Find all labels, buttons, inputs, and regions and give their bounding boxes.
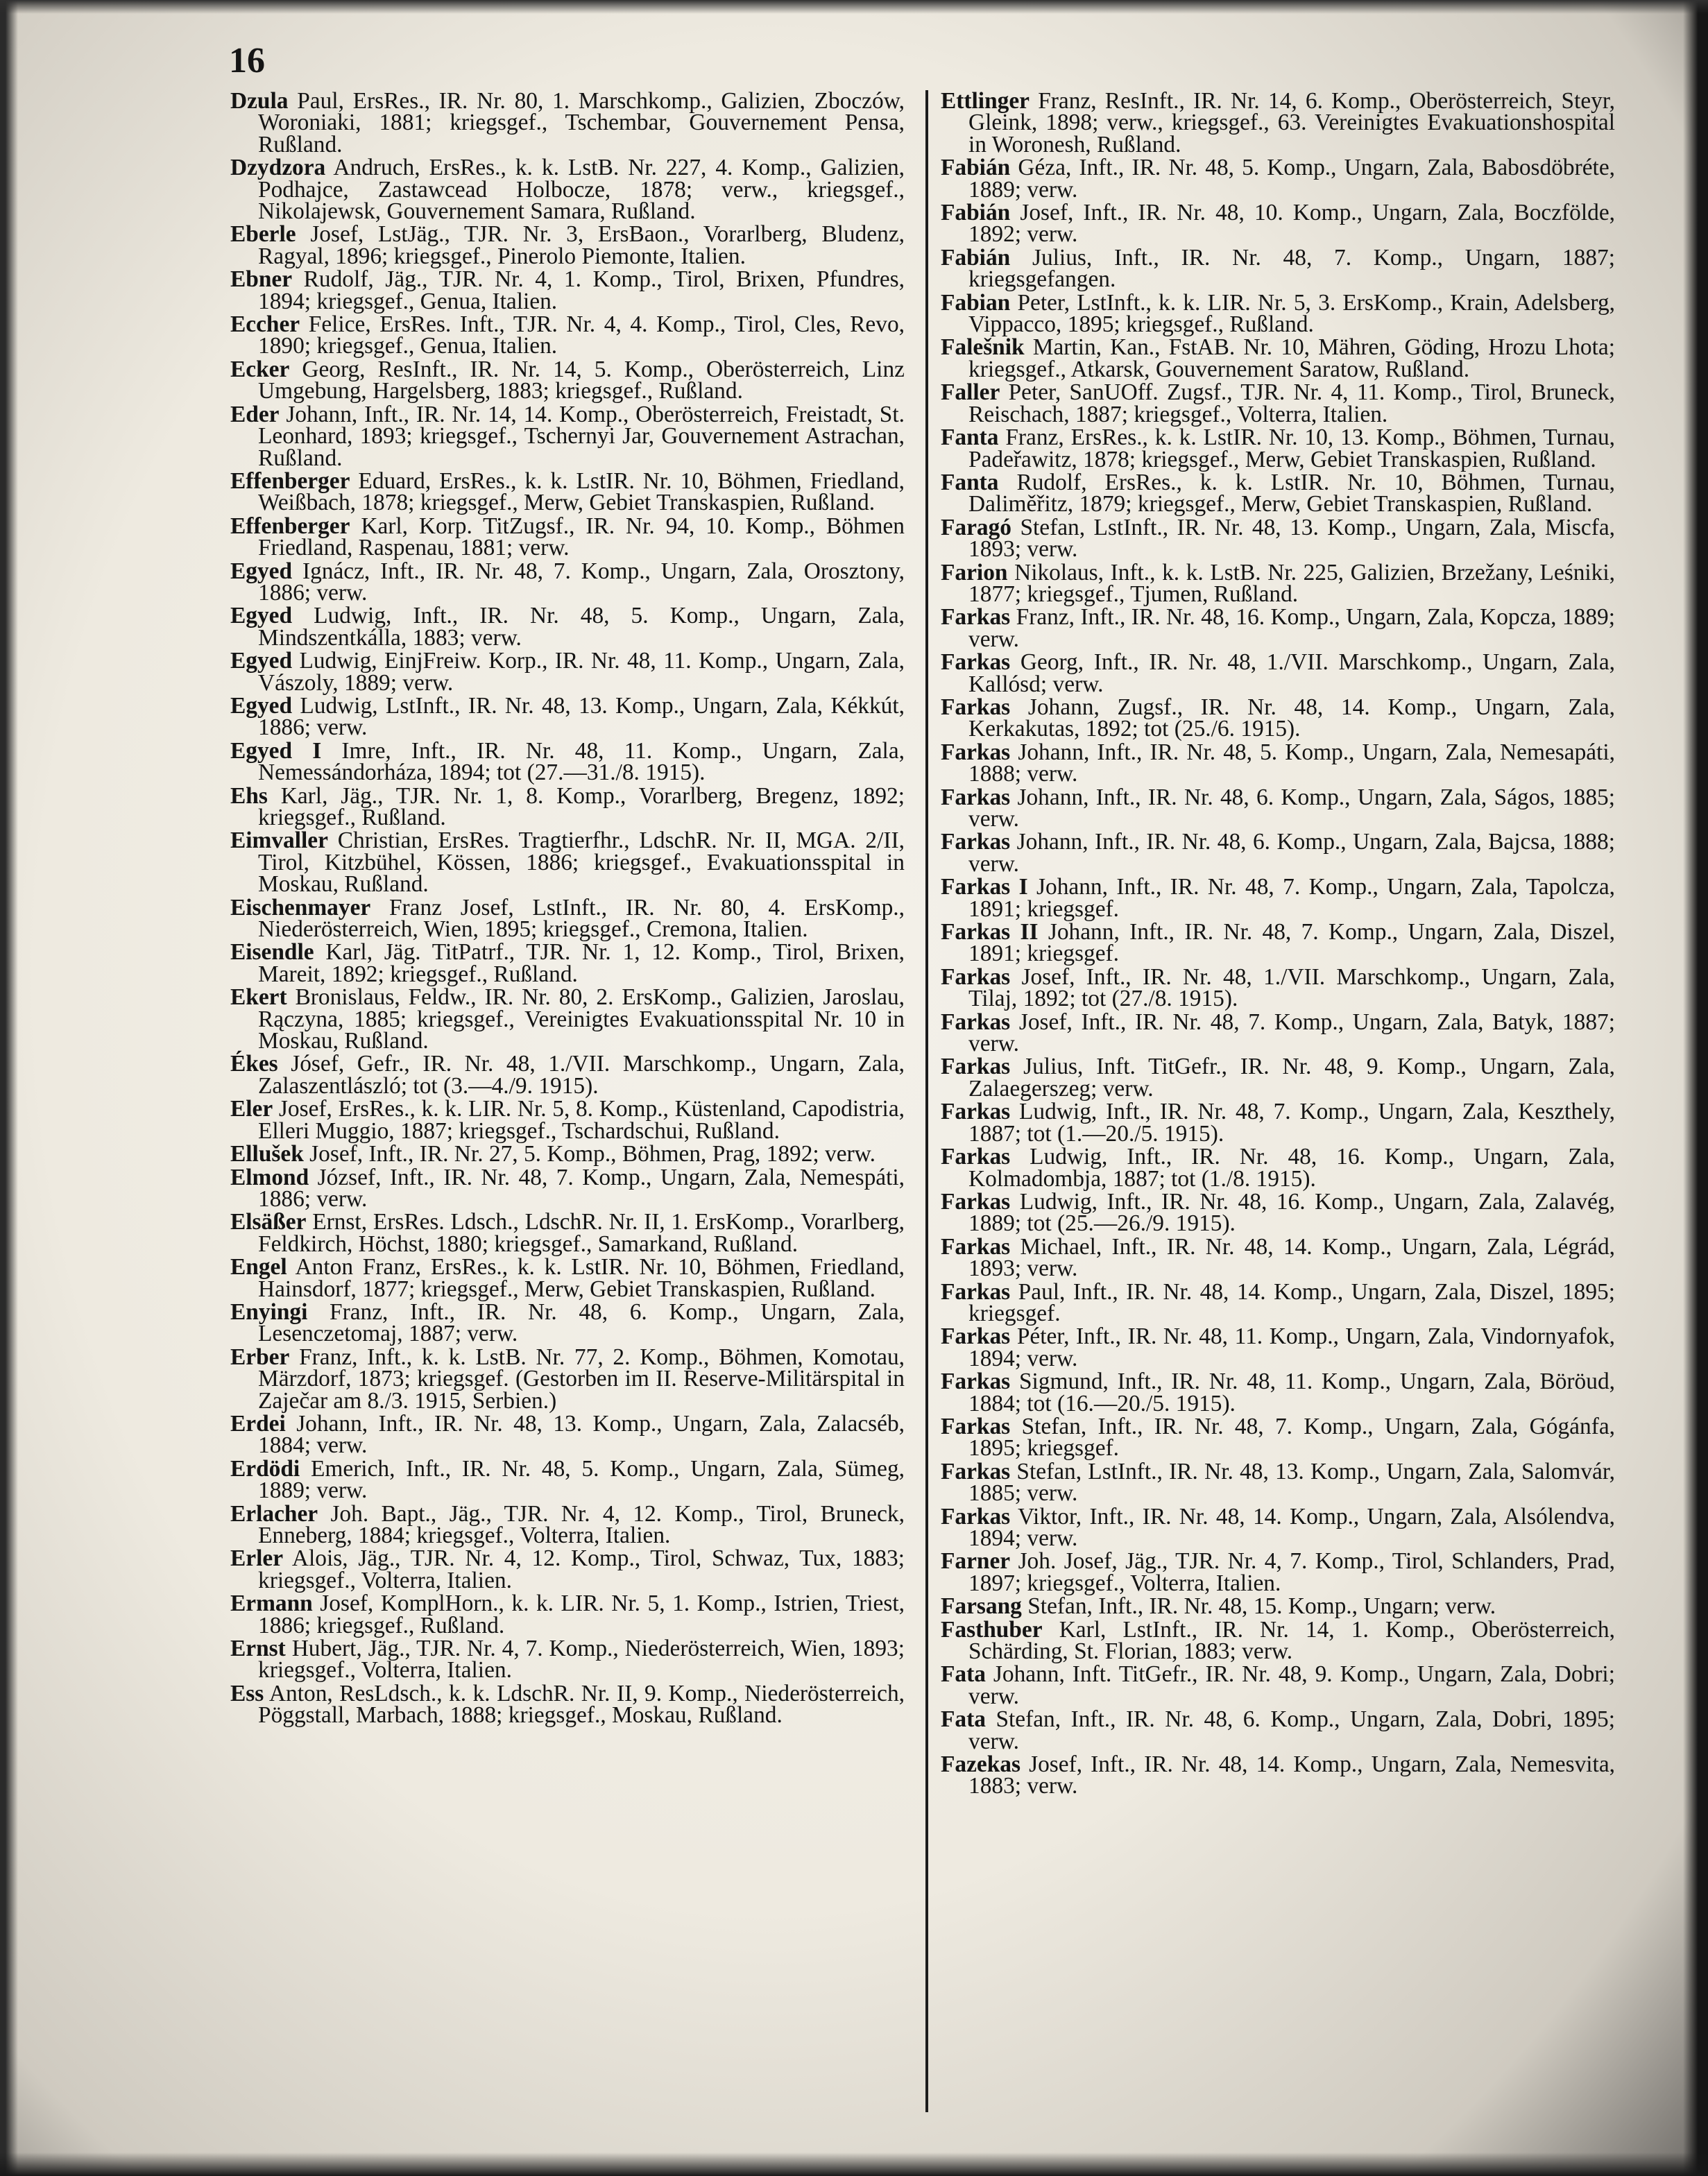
entry-surname: Farkas	[941, 739, 1011, 765]
list-entry	[230, 90, 905, 155]
entry-surname: Fasthuber	[941, 1616, 1043, 1643]
entry-details: Ludwig, Inft., IR. Nr. 48, 5. Komp., Ungarn, Zala, Mindszentkálla, 1883; verw.	[258, 603, 905, 651]
entry-details: Josef, KomplHorn., k. k. LIR. Nr. 5, 1. Komp., Istrien, Triest, 1886; kriegsgef., Rußland.	[258, 1591, 905, 1638]
entry-surname: Erler	[230, 1545, 284, 1572]
entry-details: Karl, LstInft., IR. Nr. 14, 1. Komp., Oberösterreich, Schärding, St. Florian, 1883; verw.	[968, 1616, 1615, 1665]
entry-details: Paul, Inft., IR. Nr. 48, 14. Komp., Ungarn, Zala, Diszel, 1895; kriegsgef.	[968, 1278, 1615, 1326]
entry-details: Johann, Inft. TitGefr., IR. Nr. 48, 9. Komp., Ungarn, Zala, Dobri; verw.	[968, 1661, 1615, 1709]
entry-surname: Ecker	[230, 356, 290, 382]
scan-edge-left	[0, 0, 18, 2176]
entry-details: Paul, ErsRes., IR. Nr. 80, 1. Marschkomp., Galizien, Zboczów, Woroniaki, 1881; kriegsgef., Tschembar, Gouvernement Pensa, Rußland.	[258, 88, 905, 157]
entry-surname: Farkas	[941, 604, 1011, 631]
entry-surname: Farkas	[941, 1099, 1011, 1125]
entry-surname: Ellušek	[230, 1141, 304, 1167]
list-entry	[941, 1146, 1615, 1190]
entry-surname: Fabián	[941, 155, 1011, 181]
list-entry	[941, 784, 1615, 832]
list-entry	[941, 876, 1615, 920]
entry-surname: Erdei	[230, 1410, 286, 1437]
entry-details: Josef, Inft., IR. Nr. 48, 7. Komp., Ungarn, Zala, Batyk, 1887; verw.	[968, 1009, 1615, 1057]
list-entry	[941, 469, 1615, 517]
entry-surname: Eler	[230, 1096, 273, 1122]
entry-surname: Farkas	[941, 1009, 1011, 1035]
entry-details: Nikolaus, Inft., k. k. LstB. Nr. 225, Galizien, Brzežany, Leśniki, 1877; kriegsgef., Tjumen, Rußland.	[968, 559, 1615, 607]
list-entry	[230, 356, 905, 404]
list-entry	[230, 470, 905, 514]
list-entry	[230, 782, 905, 830]
list-entry	[230, 986, 905, 1052]
list-entry	[941, 1371, 1615, 1414]
list-entry	[230, 941, 905, 985]
entry-surname: Fabián	[941, 244, 1011, 271]
list-entry	[941, 1708, 1615, 1752]
entry-surname: Egyed I	[230, 737, 322, 764]
entry-surname: Fata	[941, 1661, 986, 1688]
entry-surname: Fabián	[941, 200, 1011, 226]
entry-details: Andruch, ErsRes., k. k. LstB. Nr. 227, 4. Komp., Galizien, Podhajce, Zastawcead Holbocze, 1878; verw., kriegsgef., Nikolajewsk, Gouvernement Samara, Rußland.	[258, 155, 905, 225]
list-entry	[230, 223, 905, 267]
left-column	[230, 90, 905, 1728]
entry-surname: Farkas	[941, 1369, 1011, 1395]
entry-details: Josef, Inft., IR. Nr. 27, 5. Komp., Böhmen, Prag, 1892; verw.	[309, 1141, 876, 1167]
list-entry	[941, 1550, 1615, 1594]
list-entry	[230, 155, 905, 225]
entry-details: Rudolf, Jäg., TJR. Nr. 4, 1. Komp., Tirol, Brixen, Pfundres, 1894; kriegsgef., Genua, Italien.	[258, 266, 905, 314]
column-divider	[925, 90, 928, 2112]
entry-details: Stefan, Inft., IR. Nr. 48, 7. Komp., Ungarn, Zala, Gógánfa, 1895; kriegsgef.	[968, 1413, 1615, 1462]
entry-surname: Farkas	[941, 1233, 1011, 1260]
entry-details: Karl, Korp. TitZugsf., IR. Nr. 94, 10. Komp., Böhmen Friedland, Raspenau, 1881; verw.	[258, 513, 905, 561]
list-entry	[230, 268, 905, 312]
entry-details: Ludwig, EinjFreiw. Korp., IR. Nr. 48, 11. Komp., Ungarn, Zala, Vászoly, 1889; verw.	[258, 648, 905, 696]
list-entry	[230, 311, 905, 359]
list-entry	[230, 1455, 905, 1504]
entry-details: Eduard, ErsRes., k. k. LstIR. Nr. 10, Böhmen, Friedland, Weißbach, 1878; kriegsgef., Merw, Gebiet Transkaspien, Rußland.	[258, 468, 905, 516]
entry-details: Stefan, LstInft., IR. Nr. 48, 13. Komp., Ungarn, Zala, Miscfa, 1893; verw.	[968, 514, 1615, 563]
list-entry	[230, 1636, 905, 1684]
list-entry	[230, 1164, 905, 1212]
entry-details: Ludwig, Inft., IR. Nr. 48, 16. Komp., Ungarn, Zala, Kolmadombja, 1887; tot (1./8. 1915).	[968, 1144, 1615, 1192]
list-entry	[230, 737, 905, 786]
entry-details: Ludwig, Inft., IR. Nr. 48, 16. Komp., Ungarn, Zala, Zalavég, 1889; tot (25.—26./9. 1915).	[968, 1188, 1615, 1237]
entry-details: Anton Franz, ErsRes., k. k. LstIR. Nr. 10, Böhmen, Friedland, Hainsdorf, 1877; kriegsgef., Merw, Gebiet Transkaspien, Rußland.	[258, 1254, 905, 1302]
scan-edge-top	[0, 0, 1708, 14]
entry-details: Franz, Inft., IR. Nr. 48, 6. Komp., Ungarn, Zala, Lesenczetomaj, 1887; verw.	[258, 1299, 905, 1347]
entry-details: Johann, Inft., IR. Nr. 48, 5. Komp., Ungarn, Zala, Nemesapáti, 1888; verw.	[968, 739, 1616, 787]
entry-details: Péter, Inft., IR. Nr. 48, 11. Komp., Ungarn, Zala, Vindornyafok, 1894; verw.	[968, 1323, 1615, 1371]
entry-surname: Eimvaller	[230, 828, 328, 854]
scan-edge-bottom	[0, 2152, 1708, 2176]
list-entry	[230, 1593, 905, 1636]
list-entry	[941, 1323, 1615, 1371]
entry-surname: Farner	[941, 1548, 1011, 1575]
list-entry	[230, 1346, 905, 1412]
entry-surname: Ermann	[230, 1591, 313, 1617]
entry-details: Karl, Jäg., TJR. Nr. 1, 8. Komp., Vorarlberg, Bregenz, 1892; kriegsgef., Rußland.	[258, 782, 905, 830]
list-entry	[230, 1211, 905, 1255]
list-entry	[941, 559, 1615, 607]
entry-surname: Eisendle	[230, 939, 314, 966]
entry-details: Anton, ResLdsch., k. k. LdschR. Nr. II, 9. Komp., Niederösterreich, Pöggstall, Marbach, 1888; kriegsgef., Moskau, Rußland.	[258, 1680, 905, 1729]
entry-details: Johann, Inft., IR. Nr. 48, 6. Komp., Ungarn, Zala, Bajcsa, 1888; verw.	[968, 829, 1615, 877]
entry-surname: Eischenmayer	[230, 894, 371, 920]
list-entry	[230, 605, 905, 649]
entry-surname: Farkas	[941, 1413, 1011, 1439]
entry-surname: Faller	[941, 379, 1000, 406]
entry-surname: Farkas	[941, 1278, 1011, 1305]
list-entry	[941, 90, 1615, 155]
entry-details: Sigmund, Inft., IR. Nr. 48, 11. Komp., Ungarn, Zala, Böröud, 1884; tot (16.—20./5. 1915).	[968, 1369, 1615, 1416]
entry-surname: Fanta	[941, 425, 999, 451]
entry-details: Georg, Inft., IR. Nr. 48, 1./VII. Marschkomp., Ungarn, Zala, Kallósd; verw.	[968, 649, 1615, 697]
entry-details: Christian, ErsRes. Tragtierfhr., LdschR. Nr. II, MGA. 2/II, Tirol, Kitzbühel, Kössen, 1886; kriegsgef., Evakuationsspital in Moskau, Rußland.	[258, 828, 905, 898]
entry-surname: Farkas II	[941, 919, 1039, 945]
list-entry	[230, 1545, 905, 1593]
list-entry	[941, 1413, 1615, 1462]
entry-surname: Eberle	[230, 221, 296, 248]
right-column	[941, 90, 1615, 1799]
list-entry	[941, 1458, 1615, 1507]
entry-surname: Ettlinger	[941, 88, 1030, 114]
entry-details: Viktor, Inft., IR. Nr. 48, 14. Komp., Ungarn, Zala, Alsólendva, 1894; verw.	[968, 1503, 1615, 1551]
list-entry	[230, 650, 905, 694]
list-entry	[230, 1301, 905, 1345]
entry-surname: Eccher	[230, 311, 300, 338]
list-entry	[230, 515, 905, 559]
list-entry	[941, 696, 1615, 740]
list-entry	[941, 427, 1615, 470]
entry-surname: Fanta	[941, 469, 999, 495]
list-entry	[941, 202, 1615, 246]
list-entry	[230, 560, 905, 604]
entry-details: Franz, ResInft., IR. Nr. 14, 6. Komp., Oberösterreich, Steyr, Gleink, 1898; verw., kriegsgef., 63. Vereinigtes Evakuationshospital in Woronesh, Rußland.	[968, 88, 1615, 157]
entry-details: Josef, LstJäg., TJR. Nr. 3, ErsBaon., Vorarlberg, Bludenz, Ragyal, 1896; kriegsgef., Pinerolo Piemonte, Italien.	[258, 221, 905, 269]
entry-details: Imre, Inft., IR. Nr. 48, 11. Komp., Ungarn, Zala, Nemessándorháza, 1894; tot (27.—31./8. 1915).	[258, 737, 905, 786]
entry-surname: Falešnik	[941, 334, 1025, 361]
entry-details: Alois, Jäg., TJR. Nr. 4, 12. Komp., Tirol, Schwaz, Tux, 1883; kriegsgef., Volterra, Italien.	[258, 1545, 905, 1593]
entry-surname: Egyed	[230, 603, 293, 629]
entry-details: József, Inft., IR. Nr. 48, 7. Komp., Ungarn, Zala, Nemespáti, 1886; verw.	[258, 1164, 905, 1212]
entry-details: Stefan, Inft., IR. Nr. 48, 6. Komp., Ungarn, Zala, Dobri, 1895; verw.	[968, 1706, 1615, 1754]
entry-details: Joh. Bapt., Jäg., TJR. Nr. 4, 12. Komp., Tirol, Bruneck, Enneberg, 1884; kriegsgef., Volterra, Italien.	[258, 1500, 905, 1548]
list-entry	[230, 894, 905, 943]
entry-surname: Farion	[941, 559, 1008, 585]
list-entry	[941, 1616, 1615, 1665]
scan-edge-right	[1683, 0, 1708, 2176]
list-entry	[941, 155, 1616, 203]
entry-details: Felice, ErsRes. Inft., TJR. Nr. 4, 4. Komp., Tirol, Cles, Revo, 1890; kriegsgef., Genua, Italien.	[258, 311, 905, 359]
entry-details: Emerich, Inft., IR. Nr. 48, 5. Komp., Ungarn, Zala, Sümeg, 1889; verw.	[258, 1455, 905, 1504]
entry-details: Josef, Inft., IR. Nr. 48, 1./VII. Marschkomp., Ungarn, Zala, Tilaj, 1892; tot (27./8. 1915).	[968, 963, 1615, 1012]
list-entry	[941, 1188, 1615, 1237]
entry-details: Ignácz, Inft., IR. Nr. 48, 7. Komp., Ungarn, Zala, Orosztony, 1886; verw.	[258, 558, 905, 606]
list-entry	[230, 692, 905, 741]
list-entry	[941, 1751, 1615, 1799]
entry-surname: Effenberger	[230, 513, 350, 539]
entry-details: Johann, Inft., IR. Nr. 48, 6. Komp., Ungarn, Zala, Ságos, 1885; verw.	[968, 784, 1615, 832]
entry-surname: Egyed	[230, 648, 293, 674]
entry-surname: Fazekas	[941, 1751, 1020, 1778]
entry-surname: Erlacher	[230, 1500, 318, 1527]
entry-details: Johann, Inft., IR. Nr. 48, 7. Komp., Ungarn, Zala, Diszel, 1891; kriegsgef.	[968, 919, 1615, 967]
page-number: 16	[229, 41, 265, 80]
entry-details: Karl, Jäg. TitPatrf., TJR. Nr. 1, 12. Komp., Tirol, Brixen, Mareit, 1892; kriegsgef., Rußland.	[258, 939, 905, 987]
list-entry	[941, 289, 1615, 338]
entry-surname: Farkas	[941, 963, 1011, 990]
list-entry	[941, 1011, 1615, 1055]
list-entry	[941, 1101, 1615, 1145]
entry-details: Franz, Inft., IR. Nr. 48, 16. Komp., Ungarn, Zala, Kopcza, 1889; verw.	[968, 604, 1615, 652]
entry-surname: Ékes	[230, 1051, 278, 1077]
entry-details: Johann, Zugsf., IR. Nr. 48, 14. Komp., Ungarn, Zala, Kerkakutas, 1892; tot (25./6. 1915).	[968, 694, 1615, 742]
entry-details: Josef, Inft., IR. Nr. 48, 10. Komp., Ungarn, Zala, Boczfölde, 1892; verw.	[968, 200, 1615, 248]
entry-details: Jósef, Gefr., IR. Nr. 48, 1./VII. Marschkomp., Ungarn, Zala, Zalaszentlászló; tot (3.—4./9. 1915).	[258, 1051, 905, 1099]
list-entry	[230, 1680, 905, 1729]
list-entry	[941, 1233, 1616, 1282]
list-entry	[941, 651, 1615, 695]
entry-surname: Farkas	[941, 1054, 1011, 1080]
entry-details: Franz Josef, LstInft., IR. Nr. 80, 4. ErsKomp., Niederösterreich, Wien, 1895; kriegsgef., Cremona, Italien.	[258, 894, 905, 943]
list-entry	[230, 1053, 905, 1097]
entry-details: Johann, Inft., IR. Nr. 48, 13. Komp., Ungarn, Zala, Zalacséb, 1884; verw.	[258, 1410, 905, 1459]
entry-details: Stefan, Inft., IR. Nr. 48, 15. Komp., Ungarn; verw.	[1027, 1593, 1496, 1620]
entry-surname: Elsäßer	[230, 1209, 307, 1235]
entry-details: Michael, Inft., IR. Nr. 48, 14. Komp., Ungarn, Zala, Légrád, 1893; verw.	[968, 1233, 1616, 1282]
list-entry	[941, 1593, 1615, 1620]
entry-details: Bronislaus, Feldw., IR. Nr. 80, 2. ErsKomp., Galizien, Jaroslau, Rączyna, 1885; kriegsgef., Vereinigtes Evakuationsspital Nr. 10 in Moskau, Rußland.	[258, 984, 905, 1054]
entry-surname: Ehs	[230, 782, 268, 809]
entry-details: Ernst, ErsRes. Ldsch., LdschR. Nr. II, 1. ErsKomp., Vorarlberg, Feldkirch, Höchst, 1880; kriegsgef., Samarkand, Rußland.	[258, 1209, 905, 1257]
entry-details: Peter, SanUOff. Zugsf., TJR. Nr. 4, 11. Komp., Tirol, Bruneck, Reischach, 1887; kriegsgef., Volterra, Italien.	[968, 379, 1616, 427]
list-entry	[941, 963, 1615, 1012]
list-entry	[941, 336, 1615, 380]
list-entry	[941, 1663, 1615, 1707]
list-entry	[941, 244, 1615, 293]
entry-details: Ludwig, Inft., IR. Nr. 48, 7. Komp., Ungarn, Zala, Keszthely, 1887; tot (1.—20./5. 1915).	[968, 1099, 1615, 1147]
entry-details: Julius, Inft., IR. Nr. 48, 7. Komp., Ungarn, 1887; kriegsgefangen.	[968, 244, 1615, 293]
entry-surname: Elmond	[230, 1164, 309, 1190]
entry-details: Peter, LstInft., k. k. LIR. Nr. 5, 3. ErsKomp., Krain, Adelsberg, Vippacco, 1895; kriegsgef., Rußland.	[968, 289, 1615, 338]
entry-details: Hubert, Jäg., TJR. Nr. 4, 7. Komp., Niederösterreich, Wien, 1893; kriegsgef., Volterra, Italien.	[258, 1636, 905, 1684]
entry-surname: Engel	[230, 1254, 287, 1280]
list-entry	[230, 1500, 905, 1548]
entry-surname: Farkas	[941, 1323, 1011, 1350]
entry-details: Géza, Inft., IR. Nr. 48, 5. Komp., Ungarn, Zala, Babosdöbréte, 1889; verw.	[968, 155, 1616, 203]
list-entry	[941, 514, 1615, 563]
entry-surname: Farkas	[941, 1503, 1011, 1530]
entry-surname: Eder	[230, 401, 280, 427]
list-entry	[941, 831, 1615, 875]
entry-details: Georg, ResInft., IR. Nr. 14, 5. Komp., Oberösterreich, Linz Umgebung, Hargelsberg, 1883; kriegsgef., Rußland.	[258, 356, 905, 404]
entry-details: Joh. Josef, Jäg., TJR. Nr. 4, 7. Komp., Tirol, Schlanders, Prad, 1897; kriegsgef., Volterra, Italien.	[968, 1548, 1615, 1596]
entry-surname: Farkas	[941, 829, 1011, 855]
list-entry	[941, 1054, 1615, 1102]
entry-surname: Farkas I	[941, 874, 1028, 900]
entry-surname: Farkas	[941, 694, 1011, 720]
entry-surname: Enyingi	[230, 1299, 308, 1325]
entry-details: Rudolf, ErsRes., k. k. LstIR. Nr. 10, Böhmen, Turnau, Daliměřitz, 1879; kriegsgef., Merw, Gebiet Transkaspien, Rußland.	[968, 469, 1615, 517]
entry-surname: Fata	[941, 1706, 986, 1733]
entry-surname: Egyed	[230, 558, 293, 584]
entry-details: Josef, Inft., IR. Nr. 48, 14. Komp., Ungarn, Zala, Nemesvita, 1883; verw.	[968, 1751, 1615, 1799]
entry-details: Ludwig, LstInft., IR. Nr. 48, 13. Komp., Ungarn, Zala, Kékkút, 1886; verw.	[258, 692, 905, 741]
entry-surname: Dzula	[230, 88, 289, 114]
entry-surname: Faragó	[941, 514, 1011, 540]
entry-surname: Dzydzora	[230, 155, 326, 181]
entry-surname: Farkas	[941, 1188, 1011, 1215]
entry-details: Martin, Kan., FstAB. Nr. 10, Mähren, Göding, Hrozu Lhota; kriegsgef., Atkarsk, Gouvernement Saratow, Rußland.	[968, 334, 1615, 382]
entry-surname: Ernst	[230, 1636, 286, 1662]
entry-surname: Erber	[230, 1344, 290, 1370]
entry-surname: Ekert	[230, 984, 287, 1011]
entry-details: Franz, ErsRes., k. k. LstIR. Nr. 10, 13. Komp., Böhmen, Turnau, Padeřawitz, 1878; kriegsgef., Merw, Gebiet Transkaspien, Rußland.	[968, 425, 1615, 472]
entry-surname: Ess	[230, 1680, 264, 1706]
entry-details: Josef, ErsRes., k. k. LIR. Nr. 5, 8. Komp., Küstenland, Capodistria, Elleri Muggio, 1887; kriegsgef., Tschardschui, Rußland.	[258, 1096, 905, 1144]
entry-surname: Egyed	[230, 692, 293, 719]
entry-surname: Erdödi	[230, 1455, 300, 1482]
entry-details: Johann, Inft., IR. Nr. 14, 14. Komp., Oberösterreich, Freistadt, St. Leonhard, 1893; kriegsgef., Tschernyi Jar, Gouvernement Astrachan, Rußland.	[258, 401, 905, 471]
list-entry	[941, 921, 1615, 965]
entry-surname: Farkas	[941, 1144, 1011, 1170]
list-entry	[941, 1278, 1615, 1326]
entry-surname: Farkas	[941, 649, 1011, 676]
entry-details: Johann, Inft., IR. Nr. 48, 7. Komp., Ungarn, Zala, Tapolcza, 1891; kriegsgef.	[968, 874, 1615, 922]
list-entry	[941, 739, 1616, 787]
entry-details: Stefan, LstInft., IR. Nr. 48, 13. Komp., Ungarn, Zala, Salomvár, 1885; verw.	[968, 1458, 1615, 1507]
list-entry	[230, 401, 905, 471]
list-entry	[230, 1256, 905, 1300]
list-entry	[941, 606, 1615, 650]
list-entry	[941, 1503, 1615, 1551]
entry-details: Franz, Inft., k. k. LstB. Nr. 77, 2. Komp., Böhmen, Komotau, Märzdorf, 1873; kriegsgef. (Gestorben im II. Reserve-Militärspital in Zaječar am 8./3. 1915, Serbien.)	[258, 1344, 905, 1414]
list-entry	[941, 379, 1616, 427]
entry-details: Julius, Inft. TitGefr., IR. Nr. 48, 9. Komp., Ungarn, Zala, Zalaegerszeg; verw.	[968, 1054, 1615, 1102]
list-entry	[230, 1143, 905, 1165]
entry-surname: Farsang	[941, 1593, 1022, 1620]
list-entry	[230, 1410, 905, 1459]
entry-surname: Farkas	[941, 784, 1011, 810]
entry-surname: Fabian	[941, 289, 1011, 316]
entry-surname: Farkas	[941, 1458, 1011, 1484]
entry-surname: Effenberger	[230, 468, 350, 494]
list-entry	[230, 828, 905, 898]
list-entry	[230, 1098, 905, 1142]
entry-surname: Ebner	[230, 266, 293, 293]
